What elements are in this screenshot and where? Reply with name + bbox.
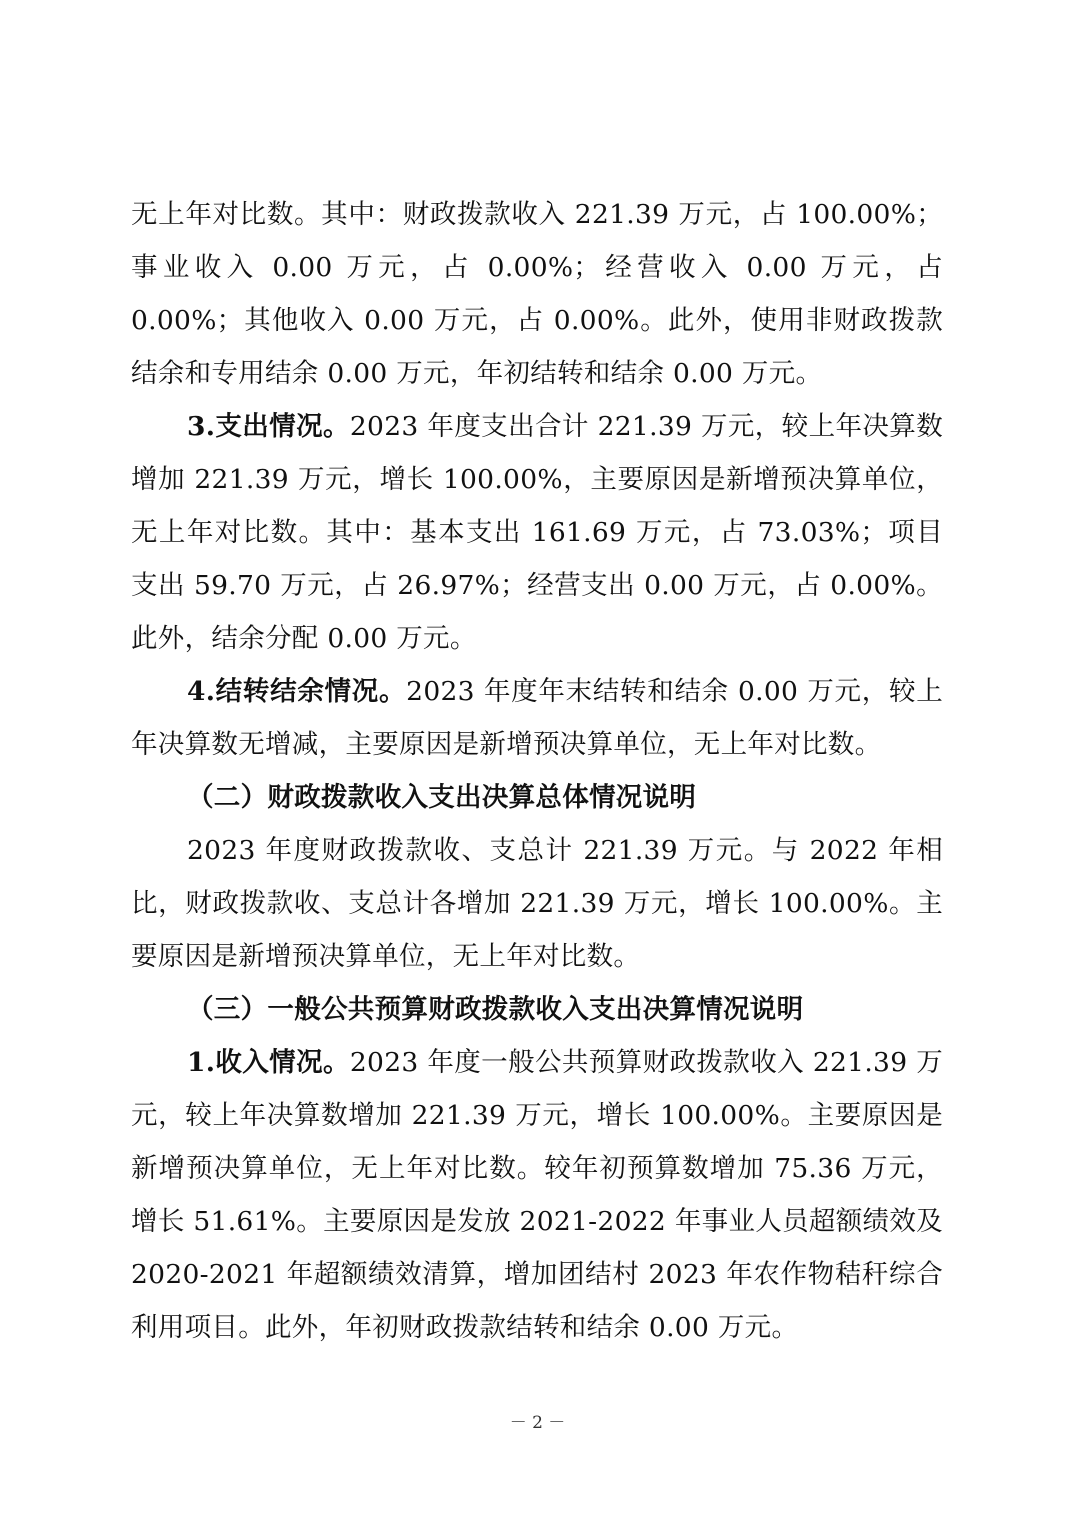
paragraph-body-expenditure: 2023 年度支出合计 221.39 万元，较上年决算数增加 221.39 万元，增长 100.00%，主要原因是新增预决算单位，无上年对比数。其中：基本支出 161.69 万元，占 73.03%；项目支出 59.70 万元，占 26.97%；经营支出 0.00 万元，占 0.00%。此外，结余分配 0.00 万元。 <box>131 411 943 654</box>
paragraph-income-continued: 无上年对比数。其中：财政拨款收入 221.39 万元，占 100.00%；事业收入 0.00 万元，占 0.00%；经营收入 0.00 万元，占 0.00%；其他收入 0.00 万元，占 0.00%。此外，使用非财政拨款结余和专用结余 0.00 万元，年初结转和结余 0.00 万元。 <box>131 199 943 389</box>
paragraph-lead-income: 1.收入情况。 <box>187 1047 350 1078</box>
page-number: － 2 － <box>509 1413 566 1433</box>
paragraph-fiscal-overview: 2023 年度财政拨款收、支总计 221.39 万元。与 2022 年相比，财政拨款收、支总计各增加 221.39 万元，增长 100.00%。主要原因是新增预决算单位，无上年对比数。 <box>131 835 943 972</box>
paragraph-lead-carryover: 4.结转结余情况。 <box>187 676 407 707</box>
document-body <box>131 188 943 1354</box>
section-heading-general-budget: （三）一般公共预算财政拨款收入支出决算情况说明 <box>187 994 804 1025</box>
paragraph-carryover <box>131 665 943 771</box>
section-heading-fiscal-overview: （二）财政拨款收入支出决算总体情况说明 <box>187 782 697 813</box>
paragraph-general-budget-income <box>131 1036 943 1354</box>
paragraph-body-carryover: 2023 年度年末结转和结余 0.00 万元，较上年决算数无增减，主要原因是新增预决算单位，无上年对比数。 <box>131 676 943 760</box>
paragraph-expenditure <box>131 400 943 665</box>
paragraph-lead-expenditure: 3.支出情况。 <box>187 411 350 442</box>
paragraph-body-income: 2023 年度一般公共预算财政拨款收入 221.39 万元，较上年决算数增加 221.39 万元，增长 100.00%。主要原因是新增预决算单位，无上年对比数。较年初预算数增加 75.36 万元，增长 51.61%。主要原因是发放 2021-2022 年事业人员超额绩效及 2020-2021 年超额绩效清算，增加团结村 2023 年农作物秸秆综合利用项目。此外，年初财政拨款结转和结余 0.00 万元。 <box>131 1047 943 1343</box>
